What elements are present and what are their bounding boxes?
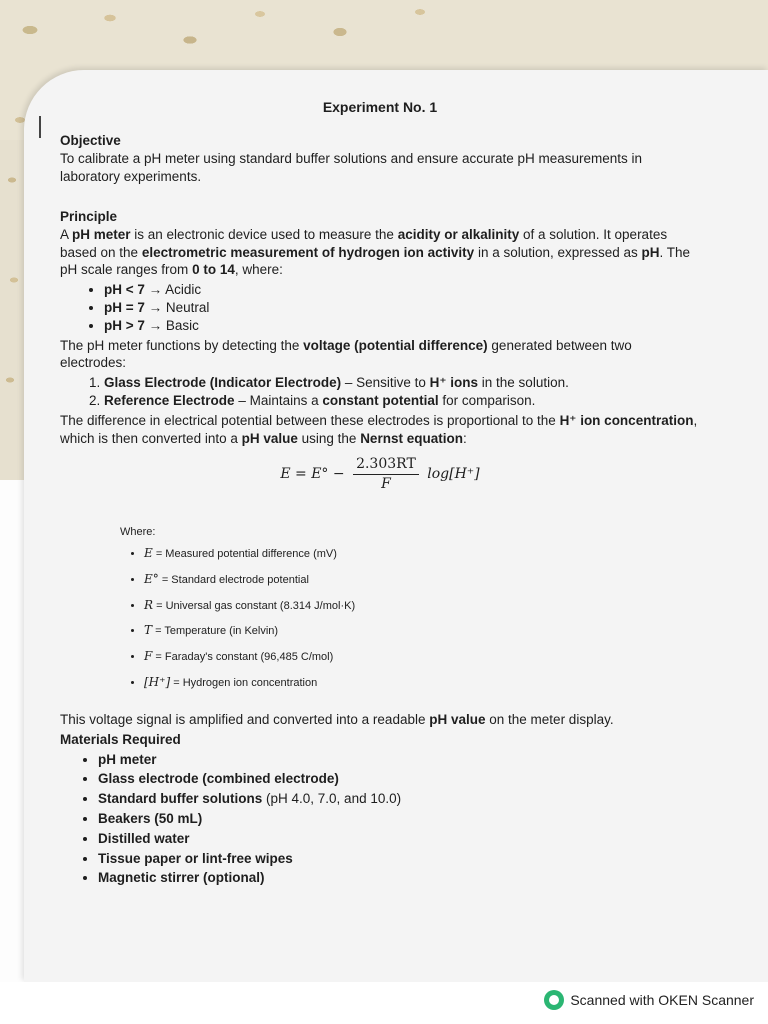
oken-scanner-logo-icon (544, 990, 564, 1010)
variable-item: • E = Measured potential difference (mV) (144, 546, 700, 562)
ph-scale-item: • pH < 7 → Acidic (104, 281, 700, 299)
variable-item: • E° = Standard electrode potential (144, 572, 700, 588)
signal-paragraph: This voltage signal is amplified and converted into a readable pH value on the meter display. (60, 711, 614, 727)
pen-margin-mark (39, 116, 41, 138)
materials-list (60, 751, 700, 888)
variable-definitions (60, 546, 700, 691)
variable-item: • T = Temperature (in Kelvin) (144, 623, 700, 639)
material-item: • Glass electrode (combined electrode) (98, 770, 700, 788)
materials-heading: Materials Required (60, 731, 181, 747)
objective-heading: Objective (60, 133, 121, 149)
document-title: Experiment No. 1 (322, 99, 438, 115)
ph-scale-list (60, 281, 700, 334)
equation-numerator: 2.303RT (353, 455, 419, 474)
electrode-list (60, 374, 700, 410)
variable-item: • [H⁺] = Hydrogen ion concentration (144, 675, 700, 691)
equation-rhs: log[H⁺] (427, 466, 480, 483)
electrode-item: 2. Reference Electrode – Maintains a constant potential for comparison. (104, 392, 700, 410)
variable-item: • R = Universal gas constant (8.314 J/mol·K) (144, 598, 700, 614)
material-item: • pH meter (98, 751, 700, 769)
where-label: Where: (120, 526, 156, 539)
ph-scale-item: • pH = 7 → Neutral (104, 299, 700, 317)
document-content (60, 98, 700, 889)
material-item: • Beakers (50 mL) (98, 810, 700, 828)
voltage-paragraph: The pH meter functions by detecting the voltage (potential difference) generated between two electrodes: (60, 337, 632, 371)
material-item: • Distilled water (98, 830, 700, 848)
scanner-text: Scanned with OKEN Scanner (570, 992, 754, 1008)
equation-fraction (353, 455, 419, 493)
equation-lhs: E = E° − (280, 466, 345, 483)
ph-scale-item: • pH > 7 → Basic (104, 317, 700, 335)
difference-paragraph: The difference in electrical potential between these electrodes is proportional to the H⁺ ion concentration, which is then converted into a pH value using the Nernst equation: (60, 412, 698, 446)
material-item: • Tissue paper or lint-free wipes (98, 850, 700, 868)
equation-denominator: F (381, 475, 391, 492)
material-item: • Magnetic stirrer (optional) (98, 869, 700, 887)
material-item: • Standard buffer solutions (pH 4.0, 7.0, and 10.0) (98, 790, 700, 808)
nernst-equation (60, 455, 700, 493)
scanner-watermark (544, 990, 754, 1010)
objective-text: To calibrate a pH meter using standard buffer solutions and ensure accurate pH measurements in laboratory experiments. (60, 151, 643, 185)
principle-intro: A pH meter is an electronic device used to measure the acidity or alkalinity of a solution. It operates based on the electrometric measurement of hydrogen ion activity in a solution, expressed as pH. The pH scale ranges from 0 to 14, where: (60, 226, 691, 278)
principle-heading: Principle (60, 208, 118, 224)
variable-item: • F = Faraday's constant (96,485 C/mol) (144, 649, 700, 665)
electrode-item: 1. Glass Electrode (Indicator Electrode) – Sensitive to H⁺ ions in the solution. (104, 374, 700, 392)
